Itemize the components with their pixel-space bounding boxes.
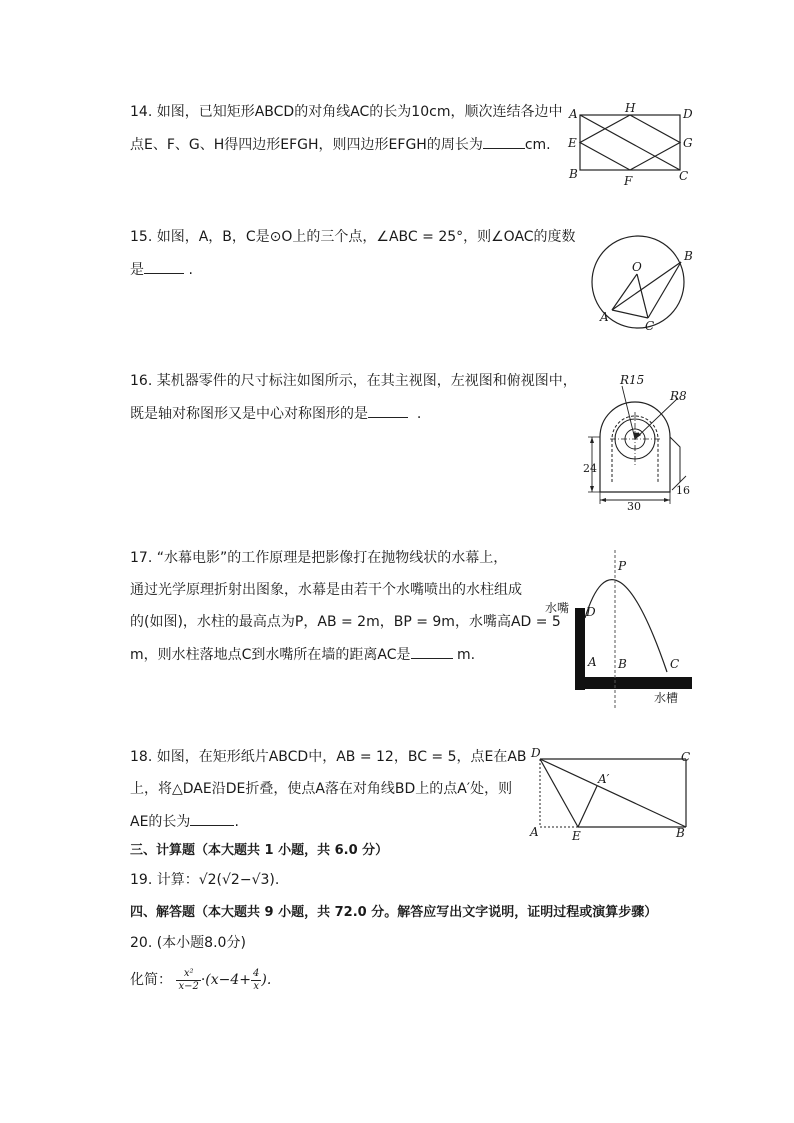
- q17-answer-blank: [411, 644, 453, 659]
- q17-line3: 的(如图)，水柱的最高点为P，AB = 2m，BP = 9m，水嘴高AD = 5: [130, 614, 561, 630]
- q18-label-a-prime: A′: [598, 772, 610, 786]
- q16-line2-end: .: [416, 406, 422, 422]
- q15-label-b: B: [684, 249, 693, 263]
- q20-inner-denominator: x: [253, 980, 260, 992]
- q14-label-e: E: [568, 136, 577, 150]
- q14-label-a: A: [569, 107, 578, 121]
- q14-answer-blank: [483, 134, 525, 149]
- q15-answer-blank: [144, 259, 184, 274]
- q17-line4: [130, 644, 475, 665]
- q15-label-o: O: [632, 260, 642, 274]
- q16-label-16: 16: [676, 484, 690, 497]
- q14-line1: 14. 如图，已知矩形ABCD的对角线AC的长为10cm，顺次连结各边中: [130, 104, 563, 120]
- q17-line2: 通过光学原理折射出图象，水幕是由若干个水嘴喷出的水柱组成: [130, 582, 522, 598]
- section-4-heading: 四、解答题（本大题共 9 小题，共 72.0 分。解答应写出文字说明，证明过程或演算步骤）: [130, 905, 658, 920]
- q20-head: 20. (本小题8.0分): [130, 935, 246, 951]
- q18-label-e: E: [572, 829, 581, 843]
- q17-label-nozzle: 水嘴: [545, 601, 570, 615]
- q14-label-c: C: [679, 169, 689, 183]
- q19-line: 19. 计算：√2(√2−√3).: [130, 872, 280, 888]
- q20-fraction: [176, 968, 200, 993]
- q15-line2-end: .: [188, 262, 193, 278]
- q20-prefix: 化简：: [130, 972, 172, 988]
- q16-label-r8: R8: [670, 389, 687, 403]
- q18-label-a: A: [530, 825, 539, 839]
- q16-answer-blank: [368, 403, 408, 418]
- q17-line4-text: m，则水柱落地点C到水嘴所在墙的距离AC是: [130, 647, 411, 663]
- q20-expression: [130, 966, 271, 994]
- q16-line1: 16. 某机器零件的尺寸标注如图所示，在其主视图，左视图和俯视图中，: [130, 373, 577, 389]
- q17-label-p: P: [618, 559, 627, 573]
- q14-line2: [130, 134, 551, 155]
- q17-water-curtain-figure: [542, 550, 694, 710]
- q15-label-a: A: [600, 310, 609, 324]
- q17-label-c: C: [670, 657, 680, 671]
- q20-numerator: x²: [176, 968, 200, 981]
- q15-label-c: C: [645, 319, 655, 333]
- q14-label-h: H: [625, 101, 636, 115]
- q18-label-b: B: [676, 826, 685, 840]
- q17-label-tank: 水槽: [654, 691, 679, 705]
- q14-rectangle-figure: [560, 100, 700, 190]
- q18-folded-rectangle-figure: [526, 744, 696, 844]
- q14-line2-text: 点E、F、G、H得四边形EFGH，则四边形EFGH的周长为: [130, 137, 483, 153]
- q15-line2-text: 是: [130, 262, 144, 278]
- q20-bracket-open: (x−4+: [205, 972, 252, 988]
- q20-bracket-close: ).: [261, 972, 272, 988]
- q20-inner-numerator: 4: [253, 967, 260, 979]
- q18-line3: [130, 811, 239, 832]
- q20-inner-fraction: [251, 968, 261, 993]
- q14-label-d: D: [683, 107, 693, 121]
- q18-line1: 18. 如图，在矩形纸片ABCD中，AB = 12，BC = 5，点E在AB: [130, 749, 527, 765]
- q17-line1: 17. “水幕电影”的工作原理是把影像打在抛物线状的水幕上，: [130, 550, 508, 566]
- q15-circle-figure: [588, 232, 698, 337]
- q17-label-d: D: [586, 605, 596, 619]
- q17-label-a: A: [588, 655, 597, 669]
- section-3-heading: 三、计算题（本大题共 1 小题，共 6.0 分）: [130, 843, 389, 858]
- q15-line2: [130, 259, 193, 280]
- q16-line2-text: 既是轴对称图形又是中心对称图形的是: [130, 406, 368, 422]
- q16-label-r15: R15: [620, 373, 645, 387]
- q18-label-c: C: [681, 750, 691, 764]
- q18-label-d: D: [531, 746, 541, 760]
- q18-line2: 上，将△DAE沿DE折叠，使点A落在对角线BD上的点A′处，则: [130, 781, 513, 797]
- q20-denominator: x−2: [178, 980, 199, 992]
- q16-machine-part-figure: [580, 372, 695, 512]
- q14-label-f: F: [624, 174, 633, 188]
- q18-line3-end: .: [234, 814, 239, 830]
- q14-label-g: G: [683, 136, 693, 150]
- q14-label-b: B: [569, 167, 578, 181]
- q16-line2: [130, 403, 421, 424]
- q18-answer-blank: [190, 811, 234, 826]
- q17-label-b: B: [618, 657, 627, 671]
- q20-dot: ·: [200, 972, 206, 988]
- q15-line1: 15. 如图，A，B，C是⊙O上的三个点，∠ABC = 25°，则∠OAC的度数: [130, 229, 576, 245]
- q17-line4-unit: m.: [456, 647, 476, 663]
- q18-line3-text: AE的长为: [130, 814, 191, 830]
- q16-label-30: 30: [627, 500, 641, 513]
- q16-label-24: 24: [583, 462, 597, 475]
- q14-line2-unit: cm.: [524, 137, 551, 153]
